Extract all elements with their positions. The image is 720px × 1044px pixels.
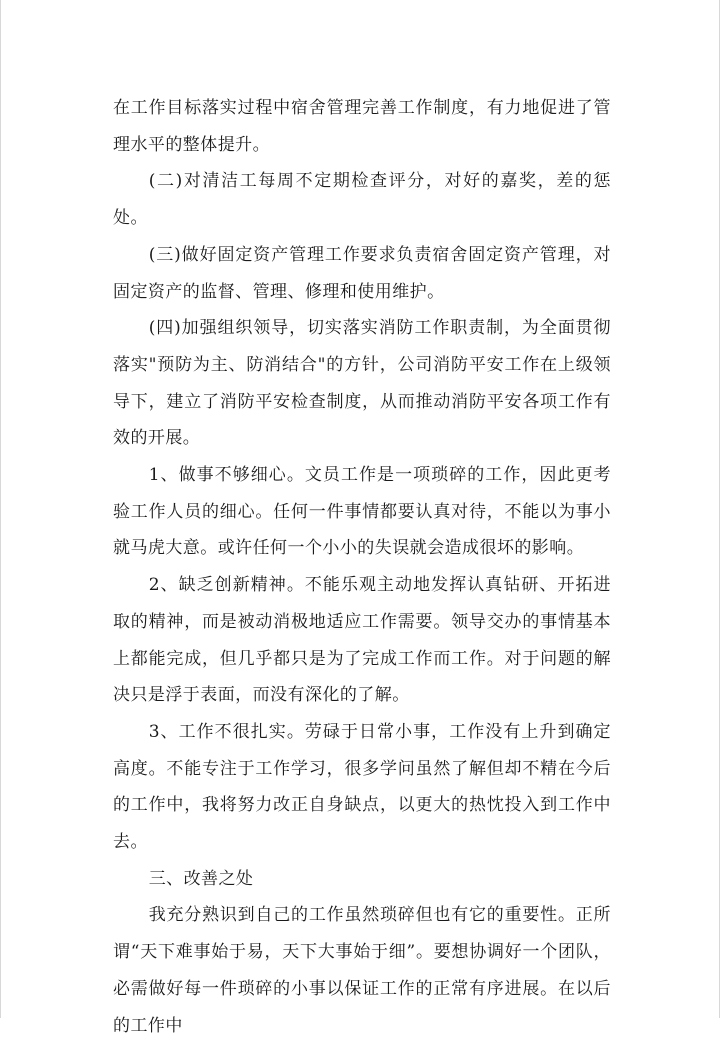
paragraph: 在工作目标落实过程中宿舍管理完善工作制度，有力地促进了管理水平的整体提升。: [113, 98, 611, 155]
paragraph: 1、做事不够细心。文员工作是一项琐碎的工作，因此更考验工作人员的细心。任何一件事情都要认真对待，不能以为事小就马虎大意。或许任何一个小小的失误就会造成很坏的影响。: [113, 465, 611, 559]
paragraph: (三)做好固定资产管理工作要求负责宿舍固定资产管理，对固定资产的监督、管理、修理和使用维护。: [113, 244, 611, 302]
paragraph: 我充分熟识到自己的工作虽然琐碎但也有它的重要性。正所谓“天下难事始于易，天下大事始于细”。要想协调好一个团队，必需做好每一件琐碎的小事以保证工作的正常有序进展。在以后的工作中: [113, 905, 611, 1036]
paragraph: (二)对清洁工每周不定期检查评分，对好的嘉奖，差的惩处。: [113, 171, 611, 229]
document-body: [113, 90, 611, 1044]
paragraph: (四)加强组织领导，切实落实消防工作职责制，为全面贯彻落实"预防为主、防消结合"的方针，公司消防平安工作在上级领导下，建立了消防平安检查制度，从而推动消防平安各项工作有效的开展。: [113, 318, 611, 449]
section-heading: 三、改善之处: [148, 868, 254, 889]
paragraph: 3、工作不很扎实。劳碌于日常小事，工作没有上升到确定高度。不能专注于工作学习，很多学问虽然了解但却不精在今后的工作中，我将努力改正自身缺点，以更大的热忱投入到工作中去。: [113, 721, 611, 853]
paragraph: 2、缺乏创新精神。不能乐观主动地发挥认真钻研、开拓进取的精神，而是被动消极地适应工作需要。领导交办的事情基本上都能完成，但几乎都只是为了完成工作而工作。对于问题的解决只是浮于表面，而没有深化的了解。: [113, 575, 611, 706]
